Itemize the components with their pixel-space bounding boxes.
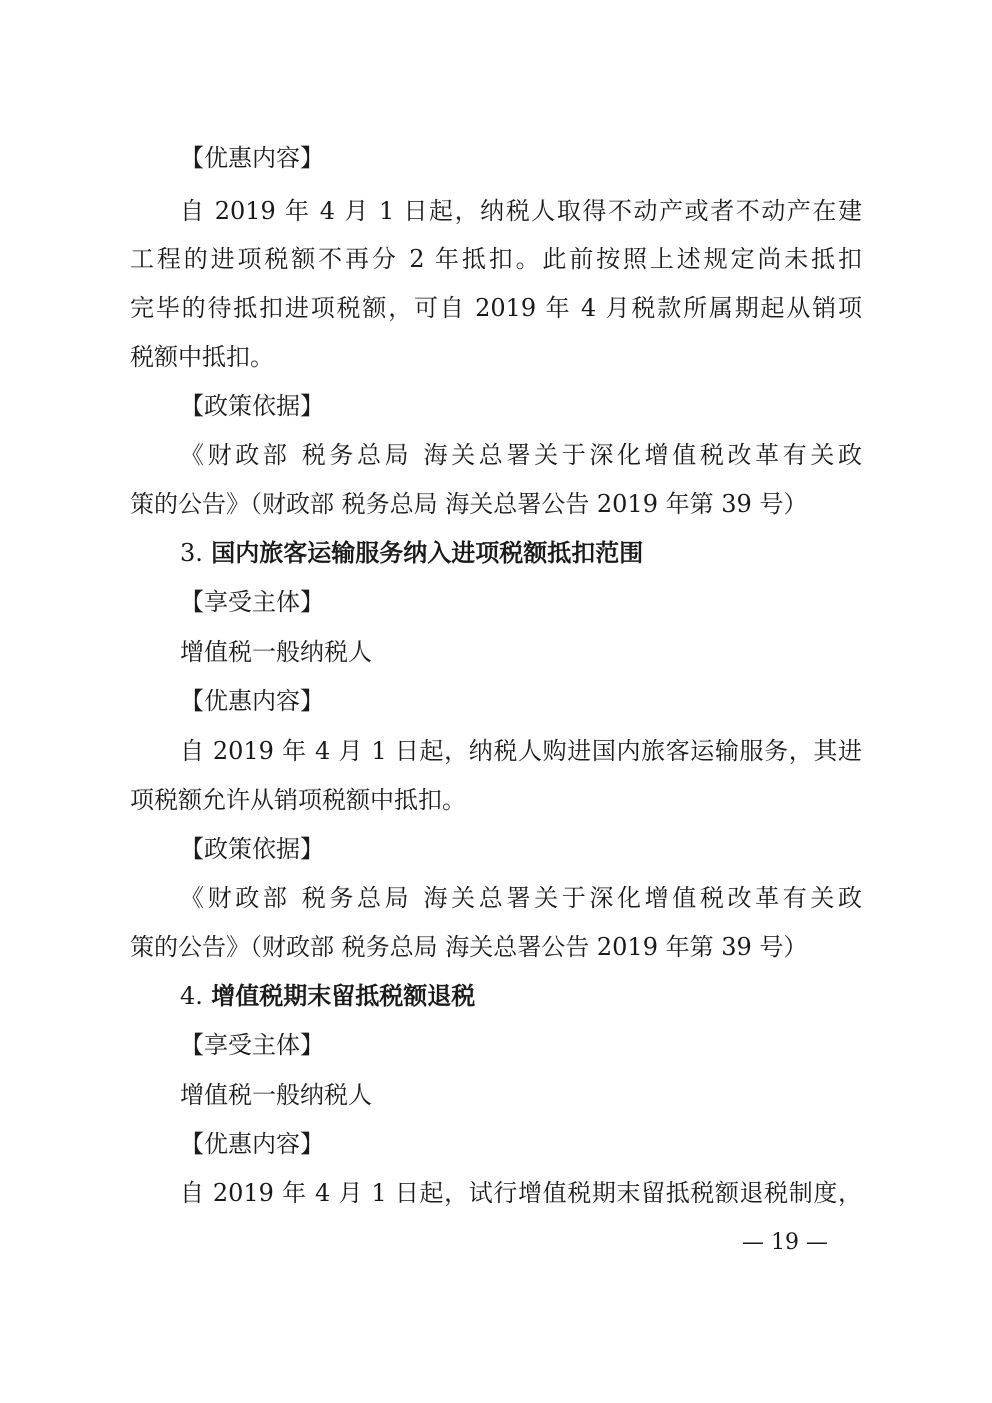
- section-label: 【政策依据】: [180, 835, 324, 863]
- body-text-line: 增值税一般纳税人: [180, 1081, 372, 1109]
- body-text-line: 自 2019 年 4 月 1 日起，纳税人购进国内旅客运输服务，其进: [180, 737, 862, 765]
- body-text-line: 项税额允许从销项税额中抵扣。: [130, 786, 466, 814]
- section-title: 国内旅客运输服务纳入进项税额抵扣范围: [202, 539, 644, 567]
- section-number: 3.: [180, 539, 203, 567]
- section-label: 【享受主体】: [180, 588, 324, 616]
- body-text-line: 自 2019 年 4 月 1 日起，试行增值税期末留抵税额退税制度，: [180, 1179, 862, 1207]
- body-text-line: 自 2019 年 4 月 1 日起，纳税人取得不动产或者不动产在建: [180, 197, 862, 225]
- body-text-line: 完毕的待抵扣进项税额，可自 2019 年 4 月税款所属期起从销项: [130, 294, 862, 322]
- section-label: 【优惠内容】: [180, 1130, 324, 1158]
- body-text-line: 税额中抵扣。: [130, 343, 274, 371]
- body-text-line: 增值税一般纳税人: [180, 638, 372, 666]
- section-heading: [180, 537, 643, 569]
- section-title: 增值税期末留抵税额退税: [202, 982, 476, 1010]
- body-text-line: 《财政部 税务总局 海关总署关于深化增值税改革有关政: [180, 884, 862, 912]
- section-number: 4.: [180, 982, 203, 1010]
- body-text-line: 策的公告》（财政部 税务总局 海关总署公告 2019 年第 39 号）: [130, 490, 808, 518]
- body-text-line: 策的公告》（财政部 税务总局 海关总署公告 2019 年第 39 号）: [130, 933, 808, 961]
- section-label: 【享受主体】: [180, 1031, 324, 1059]
- page-number: — 19 —: [742, 1230, 828, 1255]
- section-label: 【优惠内容】: [180, 144, 324, 172]
- section-label: 【优惠内容】: [180, 687, 324, 715]
- body-text-line: 《财政部 税务总局 海关总署关于深化增值税改革有关政: [180, 441, 862, 469]
- section-label: 【政策依据】: [180, 392, 324, 420]
- section-heading: [180, 980, 475, 1012]
- body-text-line: 工程的进项税额不再分 2 年抵扣。此前按照上述规定尚未抵扣: [130, 245, 862, 273]
